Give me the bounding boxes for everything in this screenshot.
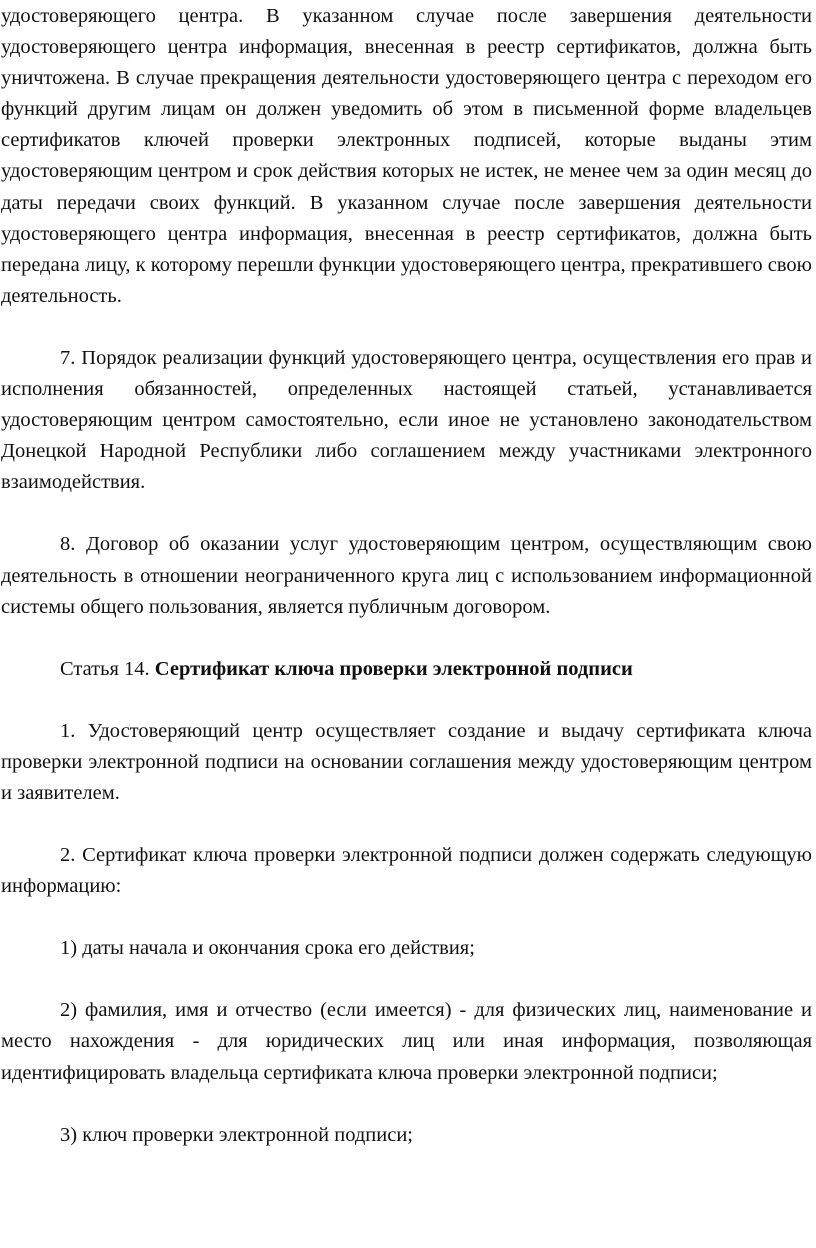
article-title: Сертификат ключа проверки электронной подписи xyxy=(154,657,633,680)
article-paragraph-2: 2. Сертификат ключа проверки электронной подписи должен содержать следующую информацию: xyxy=(1,844,812,898)
paragraph-continuation: удостоверяющего центра. В указанном случае после завершения деятельности удостоверяющего центра информация, внесенная в реестр сертификатов, должна быть уничтожена. В случае прекращения деятельности удостоверяющего центра с переходом его функций другим лицам он должен уведомить об этом в письменной форме владельцев сертификатов ключей проверки электронных подписей, которые выданы этим удостоверяющим центром и срок действия которых не истек, не менее чем за один месяц до даты передачи своих функций. В указанном случае после завершения деятельности удостоверяющего центра информация, внесенная в реестр сертификатов, должна быть передана лицу, к которому перешли функции удостоверяющего центра, прекратившего свою деятельность. xyxy=(1,5,812,307)
paragraph-gap xyxy=(1,809,812,840)
paragraph-gap xyxy=(1,498,812,529)
paragraph-item-8: 8. Договор об оказании услуг удостоверяющим центром, осуществляющим свою деятельность в отношении неограниченного круга лиц с использованием информационной системы общего пользования, является публичным договором. xyxy=(1,533,812,618)
paragraph-gap xyxy=(1,685,812,716)
article-prefix: Статья 14. xyxy=(60,657,155,680)
paragraph-gap xyxy=(1,623,812,654)
article-heading xyxy=(1,654,812,685)
article-subitem-3: 3) ключ проверки электронной подписи; xyxy=(60,1123,414,1146)
article-paragraph-1: 1. Удостоверяющий центр осуществляет создание и выдачу сертификата ключа проверки электронной подписи на основании соглашения между удостоверяющим центром и заявителем. xyxy=(1,719,812,804)
paragraph-gap xyxy=(1,964,812,995)
paragraph-gap xyxy=(1,902,812,933)
article-subitem-2: 2) фамилия, имя и отчество (если имеется) - для физических лиц, наименование и место нахождения - для юридических лиц или иная информация, позволяющая идентифицировать владельца сертификата ключа проверки электронной подписи; xyxy=(1,999,812,1084)
article-subitem-1: 1) даты начала и окончания срока его действия; xyxy=(60,937,475,960)
paragraph-item-7: 7. Порядок реализации функций удостоверяющего центра, осуществления его прав и исполнения обязанностей, определенных настоящей статьей, устанавливается удостоверяющим центром самостоятельно, если иное не установлено законодательством Донецкой Народной Республики либо соглашением между участниками электронного взаимодействия. xyxy=(1,346,812,494)
paragraph-gap xyxy=(1,312,812,343)
paragraph-gap xyxy=(1,1089,812,1120)
